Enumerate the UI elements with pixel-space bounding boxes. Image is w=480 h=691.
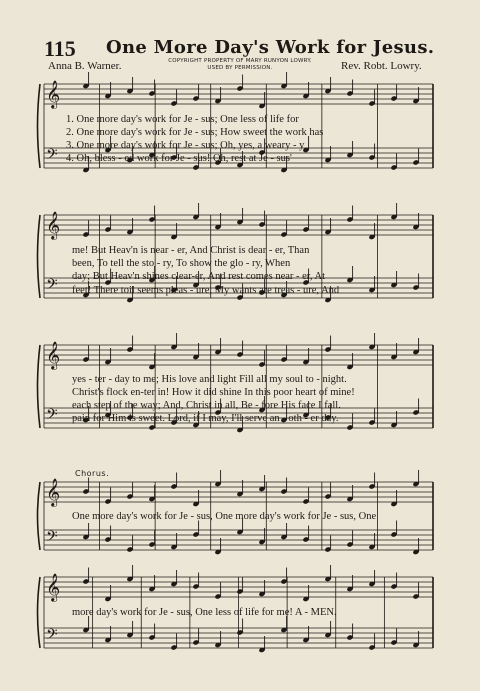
treble-clef-icon: 𝄞	[46, 478, 61, 506]
system-brace	[38, 482, 41, 550]
bass-notes	[82, 518, 419, 555]
composer-credit: Rev. Robt. Lowry.	[341, 60, 422, 72]
treble-notes	[82, 72, 419, 109]
bass-clef-icon: 𝄢	[46, 406, 58, 427]
treble-notes	[82, 203, 419, 240]
verse-2-line-2: been, To tell the sto - ry, To show the glo - ry, When	[72, 258, 291, 269]
system-brace	[38, 215, 41, 298]
treble-clef-icon: 𝄞	[46, 80, 61, 108]
verse-4-line-2: feet! There toil seems pleas - ure, My wants are treas - ure, And	[72, 285, 340, 296]
system-brace	[38, 84, 41, 168]
verse-3-line-3: each step of the way; And, Christ in all, Be - fore His face I fall.	[72, 400, 341, 411]
chorus-line-2: more day's work for Je - sus, One less of life for me! A - MEN.	[72, 607, 337, 618]
verse-1-line-2: me! But Heav'n is near - er, And Christ is dear - er, Than	[72, 245, 310, 256]
copyright-notice	[160, 58, 320, 71]
system-brace	[38, 345, 41, 428]
bass-clef-icon: 𝄢	[46, 528, 58, 549]
verse-1-line-3: yes - ter - day to me; His love and light Fill all my soul to - night.	[72, 374, 347, 385]
treble-notes	[82, 470, 419, 507]
treble-clef-icon: 𝄞	[46, 211, 61, 239]
bass-clef-icon: 𝄢	[46, 626, 58, 647]
chorus-line-1: One more day's work for Je - sus, One more day's work for Je - sus, One	[72, 511, 377, 522]
system-brace	[38, 577, 41, 648]
verse-2-line-1: 2. One more day's work for Je - sus; How sweet the work has	[66, 127, 324, 138]
bass-notes	[82, 616, 419, 653]
treble-clef-icon: 𝄞	[46, 341, 61, 369]
hymn-number: 115	[44, 36, 76, 61]
treble-clef-icon: 𝄞	[46, 573, 61, 601]
chorus-label: Chorus.	[75, 469, 110, 478]
copyright-line-1: COPYRIGHT PROPERTY OF MARY RUNYON LOWRY.	[168, 58, 312, 64]
verse-1-line-1: 1. One more day's work for Je - sus; One less of life for	[66, 114, 299, 125]
verse-3-line-2: day; But Heav'n shines clear-er, And rest comes near - er, At	[72, 271, 326, 282]
treble-notes	[82, 333, 419, 370]
author-credit: Anna B. Warner.	[48, 60, 122, 72]
copyright-line-2: USED BY PERMISSION.	[207, 64, 273, 71]
hymn-title: One More Day's Work for Jesus.	[106, 37, 435, 58]
verse-2-line-3: Christ's flock en-ter in! How it did shine In this poor heart of mine!	[72, 387, 355, 398]
bass-clef-icon: 𝄢	[46, 146, 58, 167]
treble-notes	[82, 565, 419, 602]
verse-3-line-1: 3. One more day's work for Je - sus; Oh, yes, a weary - y	[66, 140, 305, 151]
bass-clef-icon: 𝄢	[46, 276, 58, 297]
verse-4-line-3: pain for Him is sweet. Lord, if I may, I'll serve an - oth - er day.	[72, 413, 339, 424]
verse-4-line-1: 4. Oh, bless - ed work for Je - sus! Oh, rest at Je - sus'	[66, 153, 292, 164]
